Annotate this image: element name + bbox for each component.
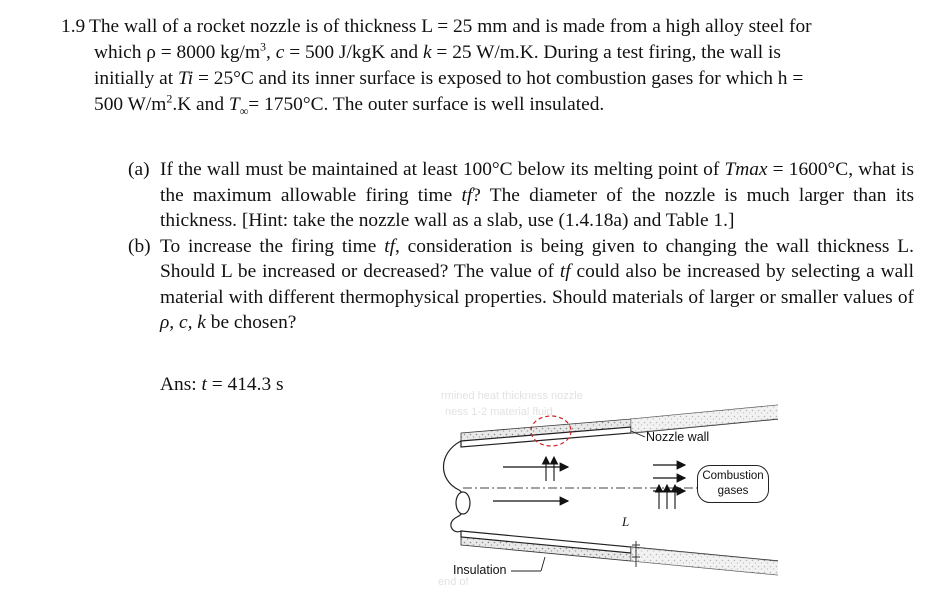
problem-line-3: initially at Ti = 25°C and its inner surface is exposed to hot combustion gases for which h =: [94, 68, 804, 89]
problem-body: [89, 14, 916, 118]
insulation-label: Insulation: [453, 563, 507, 577]
problem-line-2: which ρ = 8000 $kg/m^3$, c = 500 J/kgK and k = 25 W/m.K. During a test firing, the wall is: [94, 39, 781, 63]
combustion-gases-label: Combustion gases: [697, 465, 769, 503]
problem-number: 1.9: [61, 16, 86, 37]
problem-statement: [61, 14, 916, 118]
svg-text:ness 1-2 material f: ness 1-2 material fluid: [445, 406, 553, 418]
nozzle-figure: [433, 385, 783, 605]
problem-line-1: The wall of a rocket nozzle is of thickness L = 25 mm and is made from a high alloy steel for: [89, 16, 812, 37]
problem-line-4: 500 $W/m^2.K$ and $T_\infty= 1750^\circ C$. The outer surface is well insulated.: [94, 91, 605, 118]
part-a-label: (a): [128, 159, 150, 180]
nozzle-wall-label: Nozzle wall: [646, 430, 710, 444]
sub-questions: [128, 157, 914, 336]
part-a: (a) If the wall must be maintained at least 100°C below its melting point of Tmax = 1600°C, what is the maximum allowable firing time tf? The diameter of the nozzle is much larger than its thickness. [Hint: take the nozzle wall as a slab, use (1.4.18a) and Table 1.]: [128, 159, 914, 231]
svg-text:rmined heat thickness n: rmined heat thickness nozzle: [441, 390, 583, 402]
part-b-label: (b): [128, 235, 151, 257]
thickness-label: L: [622, 514, 630, 529]
answer-line: Ans: t = 414.3 s: [160, 374, 284, 395]
part-b: (b) To increase the firing time tf, consideration is being given to changing the wall thickness L. Should L be increased or decreased? The value of tf could also be increased by selecting a wall material with different thermophysical properties. Should materials of larger or smaller values of ρ, c, k be chosen?: [128, 235, 915, 333]
svg-text:end of: end of: [438, 576, 469, 588]
nozzle-inlet: [443, 441, 464, 532]
